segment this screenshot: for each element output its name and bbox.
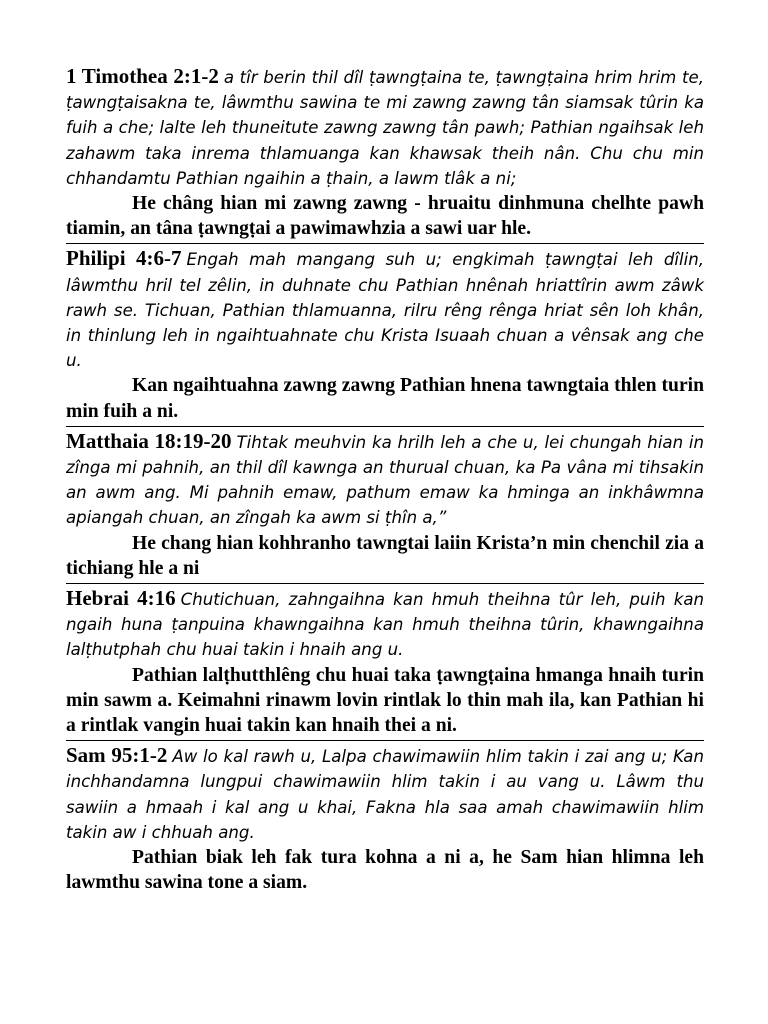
verse-reference: Matthaia 18:19-20	[66, 428, 232, 453]
verse-reference: Hebrai 4:16	[66, 586, 176, 611]
verse-body: Aw lo kal rawh u, Lalpa chawimawiin hlim takin i zai ang u; Kan inchhandamna lungpui chawimawiin hlim takin i au vang u. Lâwm thu sawiin a hmaah i kal ang u khai, Fakna hla saa amah chawimawiin hlim takin aw i chhuah ang.	[66, 747, 704, 842]
verse-body: Chutichuan, zahngaihna kan hmuh theihna tûr leh, puih kan ngaih huna ṭanpuina khawngaihna kan hmuh theihna tûrin, khawngaihna lalṭhutphah chu huai takin i hnaih ang u.	[66, 590, 705, 660]
verse-commentary: Pathian lalṭhutthlêng chu huai taka ṭawngṭaina hmanga hnaih turin min sawm a. Keimahni rinawm lovin rintlak lo thin mah ila, kan Pathian hi a rintlak vangin huai takin kan hnaih thei a ni.	[66, 664, 704, 737]
verse-commentary: He chang hian kohhranho tawngtai laiin Krista’n min chenchil zia a tichiang hle a ni	[66, 532, 704, 579]
verse-text	[66, 246, 704, 373]
verse-section	[66, 62, 704, 243]
devotional-page	[66, 62, 704, 898]
verse-commentary: He châng hian mi zawng zawng - hruaitu dinhmuna chelhte pawh tiamin, an tâna ṭawngṭai a pawimawhzia a sawi uar hle.	[66, 193, 704, 240]
verse-text	[66, 64, 704, 191]
verse-text	[66, 429, 704, 531]
verse-reference: Philipi 4:6-7	[66, 246, 182, 271]
verse-body: Engah mah mangang suh u; engkimah ṭawngṭai leh dîlin, lâwmthu hril tel zêlin, in duhnate chu Pathian hnênah hriattîrin awm zâwk rawh se. Tichuan, Pathian thlamuanna, rilru rêng rênga hriat sên loh khân, in thinlung leh in ngaihtuahnate chu Krista Isuaah chuan a vênsak ang che u.	[66, 250, 704, 371]
verse-body: Tihtak meuhvin ka hrilh leh a che u, lei chungah hian in zînga mi pahnih, an thil dîl kawnga an thurual chuan, ka Pa vâna mi tihsakin an awm ang. Mi pahnih emaw, pathum emaw ka hminga an inkhâwmna apiangah chuan, an zîngah ka awm si ṭhîn a,”	[66, 432, 705, 528]
verse-reference: 1 Timothea 2:1-2	[66, 64, 219, 88]
verse-section	[66, 583, 704, 740]
verse-commentary: Kan ngaihtuahna zawng zawng Pathian hnena tawngtaia thlen turin min fuih a ni.	[66, 375, 704, 422]
verse-reference: Sam 95:1-2	[66, 743, 168, 768]
verse-text	[66, 743, 704, 845]
verse-text	[66, 586, 704, 663]
verse-body: a tîr berin thil dîl ṭawngṭaina te, ṭawngṭaina hrim hrim te, ṭawngṭaisakna te, lâwmthu sawina te mi zawng zawng tân siamsak tûrin ka fuih a che; lalte leh thuneitute zawng zawng tân pawh; Pathian ngaihsak leh zahawm taka inrema thlamuanga kan khawsak theih nân. Chu chu min chhandamtu Pathian ngaihin a ṭhain, a lawm tlâk a ni;	[66, 68, 704, 188]
verse-section	[66, 740, 704, 897]
verse-section	[66, 426, 704, 583]
verse-section	[66, 243, 704, 425]
verse-commentary: Pathian biak leh fak tura kohna a ni a, he Sam hian hlimna leh lawmthu sawina tone a siam.	[66, 847, 704, 894]
